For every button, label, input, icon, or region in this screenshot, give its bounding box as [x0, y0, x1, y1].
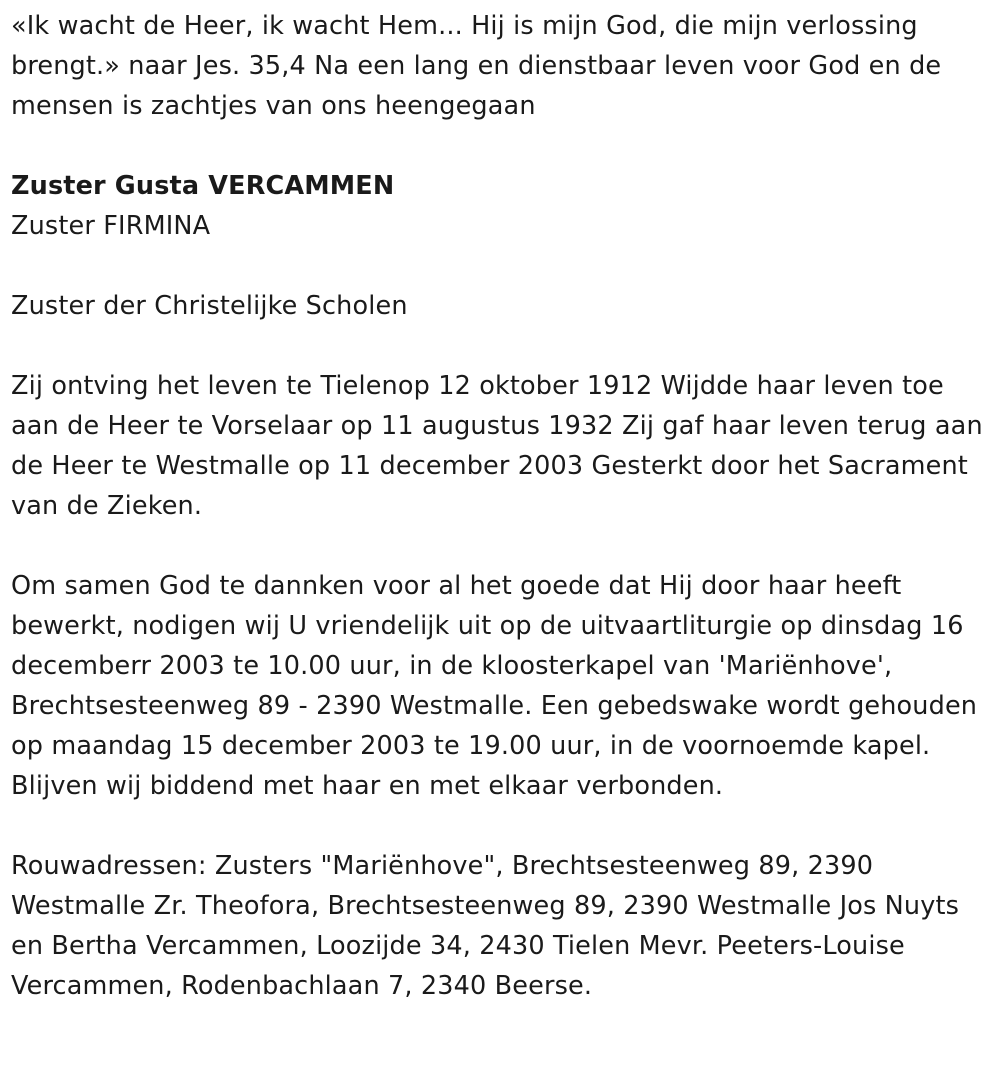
mourning-addresses-paragraph: Rouwadressen: Zusters "Mariënhove", Brechtsesteenweg 89, 2390 Westmalle Zr. Theofora, Brechtsesteenweg 89, 2390 Westmalle Jos Nuyts en Bertha Vercammen, Loozijde 34, 2430 Tielen Mevr. Peeters-Louise Vercammen, Rodenbachlaan 7, 2340 Beerse. [11, 851, 960, 1001]
intro-quote-paragraph: «Ik wacht de Heer, ik wacht Hem... Hij is mijn God, die mijn verlossing brengt.» naar Jes. 35,4 Na een lang en dienstbaar leven voor God en de mensen is zachtjes van ons heengegaan [11, 11, 942, 121]
obituary-text [11, 6, 996, 1046]
congregation: Zuster der Christelijke Scholen [11, 291, 408, 321]
life-paragraph: Zij ontving het leven te Tielenop 12 oktober 1912 Wijdde haar leven toe aan de Heer te Vorselaar op 11 augustus 1932 Zij gaf haar leven terug aan de Heer te Westmalle op 11 december 2003 Gesterkt door het Sacrament van de Zieken. [11, 371, 983, 521]
invitation-paragraph: Om samen God te dannken voor al het goede dat Hij door haar heeft bewerkt, nodigen wij U vriendelijk uit op de uitvaartliturgie op dinsdag 16 decemberr 2003 te 10.00 uur, in de kloosterkapel van 'Mariënhove', Brechtsesteenweg 89 - 2390 Westmalle. Een gebedswake wordt gehouden op maandag 15 december 2003 te 19.00 uur, in de voornoemde kapel. Blijven wij biddend met haar en met elkaar verbonden. [11, 571, 978, 801]
religious-name: Zuster FIRMINA [11, 211, 211, 241]
deceased-name: Zuster Gusta VERCAMMEN [11, 171, 395, 201]
